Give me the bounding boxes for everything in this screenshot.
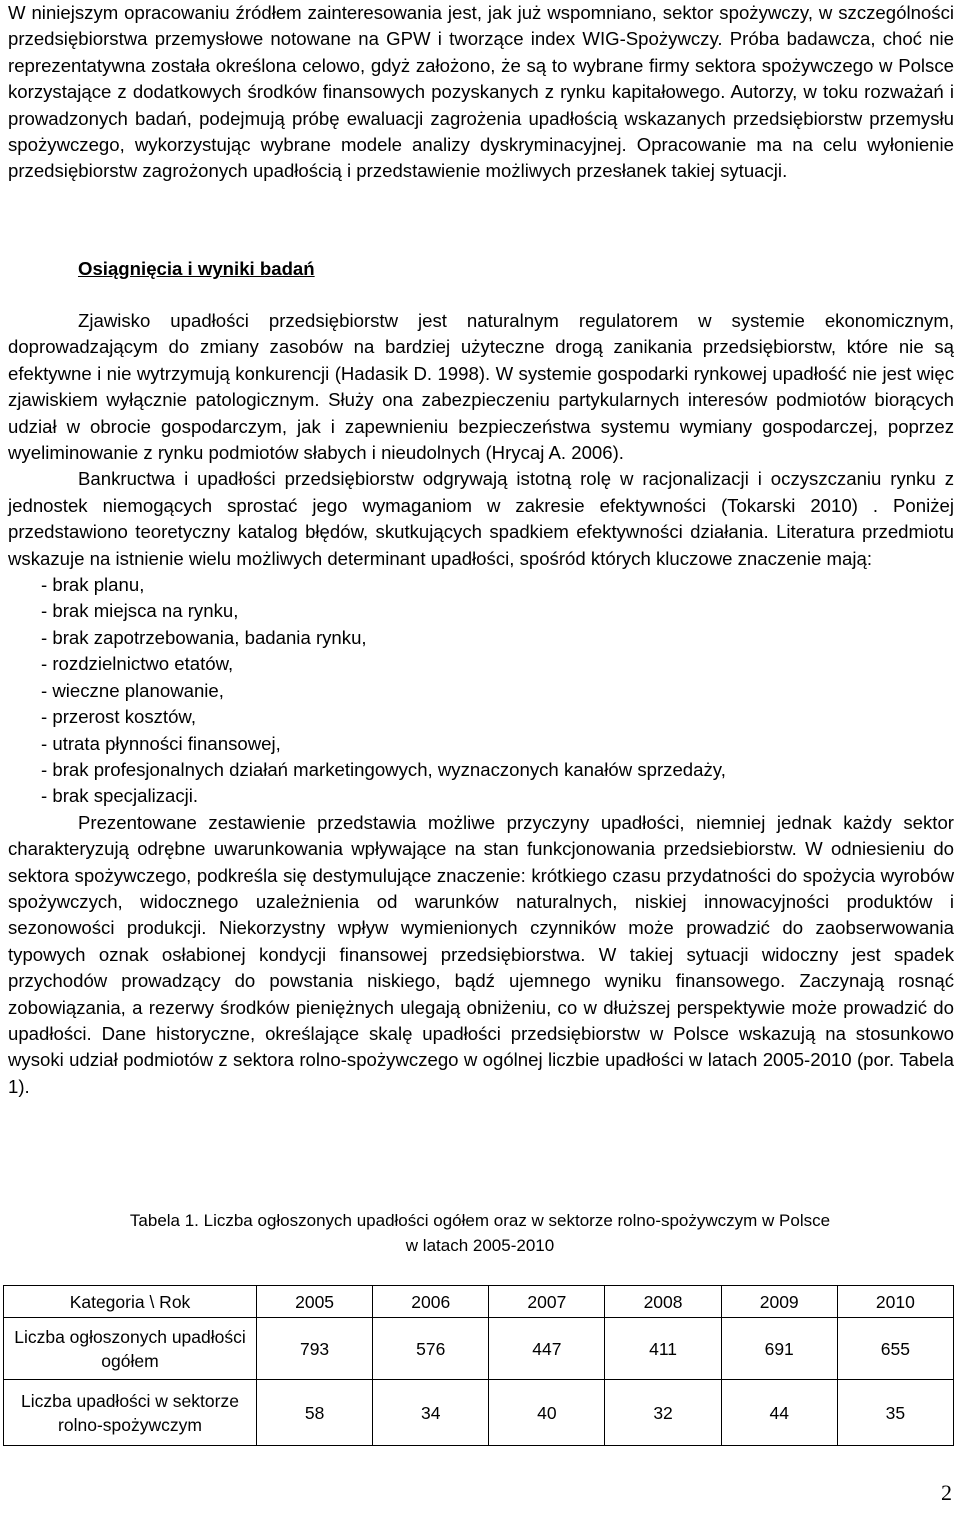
determinants-list	[8, 572, 954, 810]
table-header-cell: 2010	[837, 1286, 953, 1318]
bankruptcy-table	[3, 1285, 954, 1446]
table-row-label: Liczba ogłoszonych upadłości ogółem	[4, 1318, 257, 1380]
table-cell: 793	[257, 1318, 373, 1380]
table-row-label: Liczba upadłości w sektorze rolno-spożywczym	[4, 1380, 257, 1446]
paragraph-2: Bankructwa i upadłości przedsiębiorstw odgrywają istotną rolę w racjonalizacji i oczyszczaniu rynku z jednostek niemogących sprostać jego wymaganiom w zakresie efektywności (Tokarski 2010) . Poniżej przedstawiono teoretyczny katalog błędów, skutkujących spadkiem efektywności działania. Literatura przedmiotu wskazuje na istnienie wielu możliwych determinant upadłości, spośród których kluczowe znaczenie mają:	[8, 468, 954, 569]
table-cell: 40	[489, 1380, 605, 1446]
list-item: - utrata płynności finansowej,	[41, 732, 281, 754]
table-caption-line-2: w latach 2005-2010	[405, 1235, 555, 1255]
table-header-cell: 2008	[605, 1286, 721, 1318]
table-cell: 447	[489, 1318, 605, 1380]
list-item: - wieczne planowanie,	[41, 679, 224, 701]
section-heading: Osiągnięcia i wyniki badań	[78, 258, 315, 279]
table-caption	[0, 1209, 960, 1258]
table-header-cell: 2007	[489, 1286, 605, 1318]
table-cell: 35	[837, 1380, 953, 1446]
list-item: - przerost kosztów,	[41, 706, 196, 728]
paragraph-1: Zjawisko upadłości przedsiębiorstw jest naturalnym regulatorem w systemie ekonomicznym, doprowadzającym do zmiany zasobów na bardziej użyteczne drogą zanikania przedsiębiorstw, które nie są efektywne i nie wytrzymują konkurencji (Hadasik D. 1998). W systemie gospodarki rynkowej upadłość nie jest więc zjawiskiem wyłącznie patologicznym. Służy ona zabezpieczeniu partykularnych interesów podmiotów biorących udział w obrocie gospodarczym, jak i zapewnieniu bezpieczeństwa systemu wymiany gospodarczej, poprzez wyeliminowanie z rynku podmiotów słabych i nieudolnych (Hrycaj A. 2006).	[8, 310, 954, 464]
table-row	[4, 1380, 954, 1446]
list-item: - brak zapotrzebowania, badania rynku,	[41, 626, 367, 648]
table-cell: 58	[257, 1380, 373, 1446]
table-cell: 32	[605, 1380, 721, 1446]
table-cell: 691	[721, 1318, 837, 1380]
table-row	[4, 1318, 954, 1380]
table-header-row	[4, 1286, 954, 1318]
page-number: 2	[941, 1480, 952, 1505]
table-caption-line-1: Tabela 1. Liczba ogłoszonych upadłości ogółem oraz w sektorze rolno-spożywczym w Polsce	[129, 1211, 831, 1230]
section-body	[8, 308, 954, 1100]
list-item: - brak miejsca na rynku,	[41, 600, 239, 622]
intro-paragraph: W niniejszym opracowaniu źródłem zainteresowania jest, jak już wspomniano, sektor spożywczy, w szczególności przedsiębiorstwa przemysłowe notowane na GPW i tworzące index WIG-Spożywczy. Próba badawcza, choć nie reprezentatywna została określona celowo, gdyż założono, że są to wybrane firmy sektora spożywczego w Polsce korzystające z dodatkowych środków finansowych pozyskanych z rynku kapitałowego. Autorzy, w toku rozważań i prowadzonych badań, podejmują próbę ewaluacji zagrożenia upadłością wskazanych przedsiębiorstw przemysłu spożywczego, wykorzystując wybrane modele analizy dyskryminacyjnej. Opracowanie ma na celu wyłonienie przedsiębiorstw zagrożonych upadłością i przedstawienie możliwych przesłanek takiej sytuacji.	[8, 2, 954, 182]
paragraph-3: Prezentowane zestawienie przedstawia możliwe przyczyny upadłości, niemniej jednak każdy sektor charakteryzują odrębne uwarunkowania wpływające na stan funkcjonowania przedsiebiorstw. W odniesieniu do sektora spożywczego, podkreśla się destymulujące znaczenie: krótkiego czasu przydatności do spożycia wyrobów spożywczych, widocznego uzależnienia od warunków naturalnych, niskiej innowacyjności produktów i sezonowości produkcji. Niekorzystny wpływ wymienionych czynników może prowadzić do zaobserwowania typowych oznak osłabionej kondycji finansowej przedsiębiorstwa. W takiej sytuacji widoczny jest spadek przychodów prowadzący do powstania niskiego, bądź ujemnego wyniku finansowego. Zaczynają rosnąć zobowiązania, a rezerwy środków pieniężnych ulegają obniżeniu, co w dłuższej perspektywie może prowadzić do upadłości. Dane historyczne, określające skalę upadłości przedsiębiorstw w Polsce wskazują na stosunkowo wysoki udział podmiotów z sektora rolno-spożywczego w ogólnej liczbie upadłości w latach 2005-2010 (por. Tabela 1).	[8, 811, 954, 1097]
list-item: - brak profesjonalnych działań marketingowych, wyznaczonych kanałów sprzedaży,	[41, 758, 726, 780]
table-cell: 34	[373, 1380, 489, 1446]
list-item: - rozdzielnictwo etatów,	[41, 653, 234, 675]
list-item: - brak specjalizacji.	[41, 785, 199, 807]
list-item: - brak planu,	[41, 574, 145, 596]
table-header-cell: 2006	[373, 1286, 489, 1318]
table-cell: 576	[373, 1318, 489, 1380]
table-header-cell: 2005	[257, 1286, 373, 1318]
table-header-cell: Kategoria \ Rok	[4, 1286, 257, 1318]
table-cell: 411	[605, 1318, 721, 1380]
table-header-cell: 2009	[721, 1286, 837, 1318]
table-cell: 44	[721, 1380, 837, 1446]
table-cell: 655	[837, 1318, 953, 1380]
